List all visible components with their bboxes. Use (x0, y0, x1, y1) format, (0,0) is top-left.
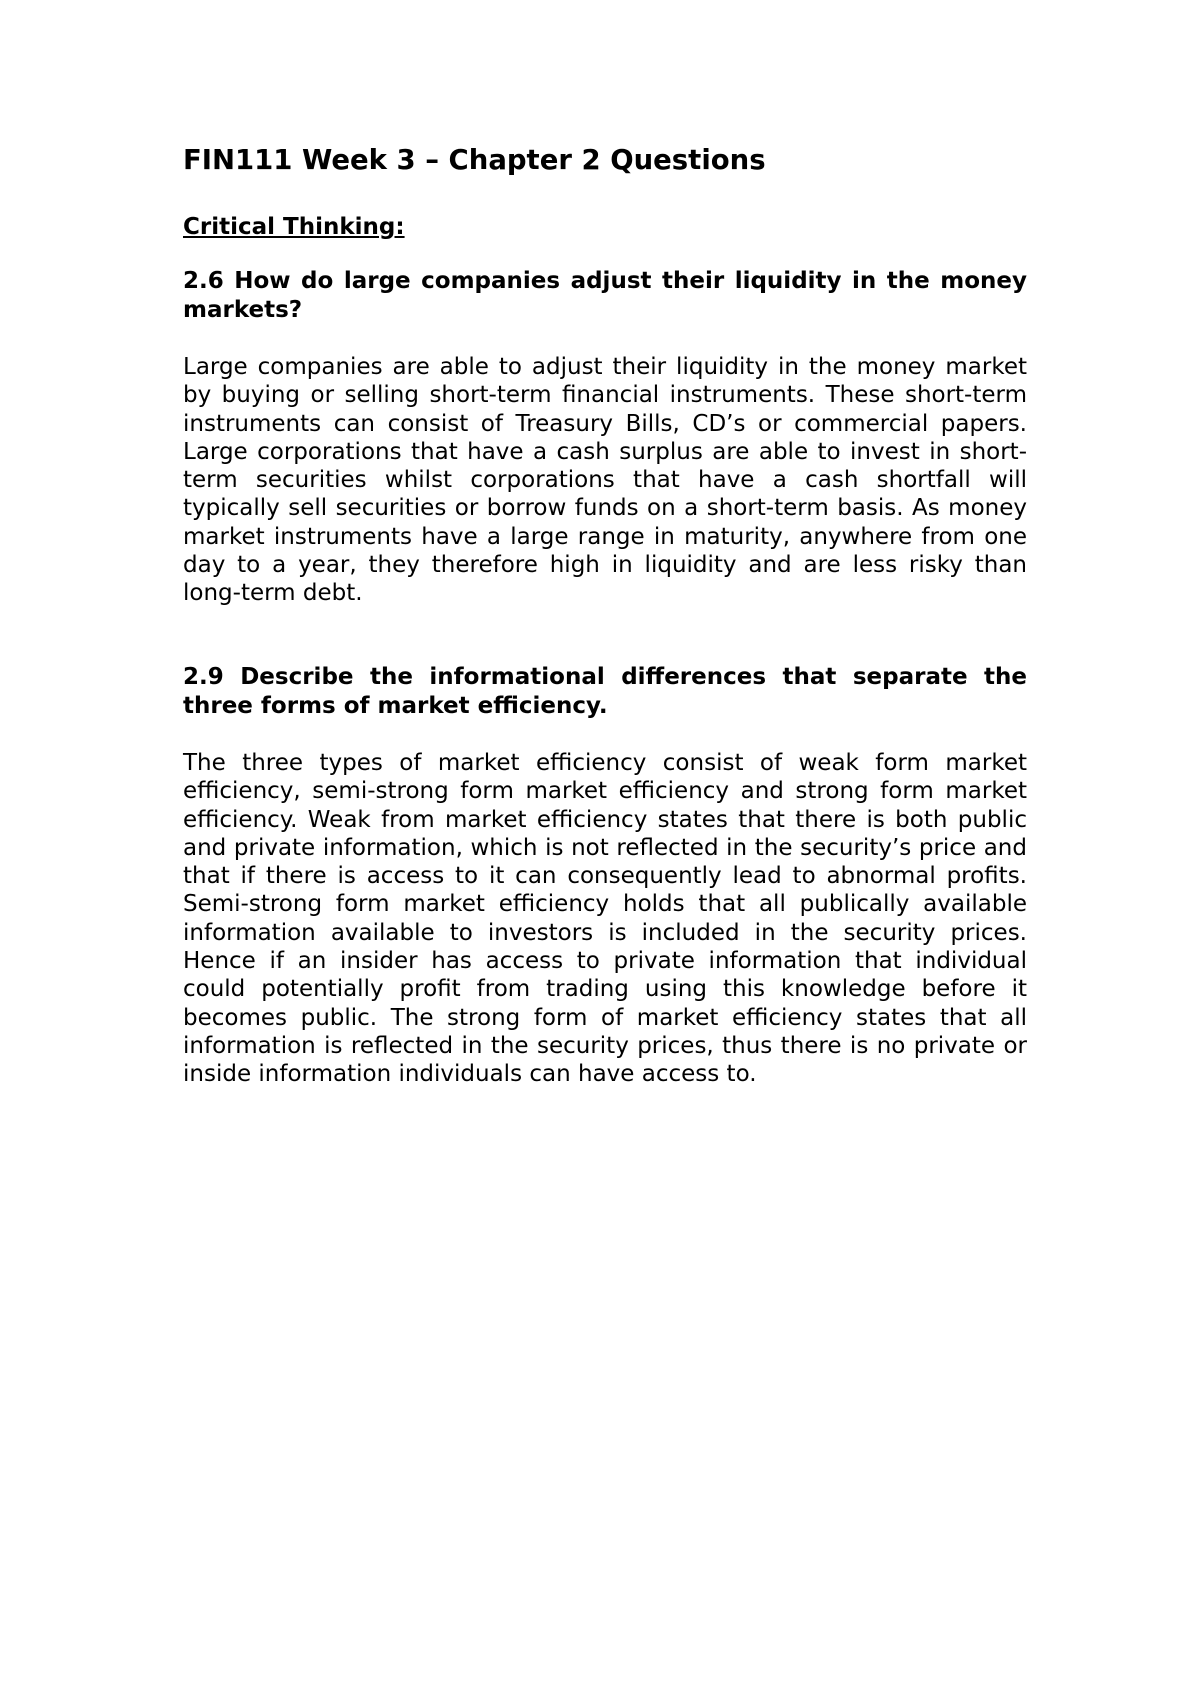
question-2-6: 2.6 How do large companies adjust their liquidity in the money markets? (183, 268, 1027, 323)
section-heading-critical-thinking: Critical Thinking: (183, 214, 405, 240)
answer-2-9: The three types of market efficiency consist of weak form market efficiency, semi-strong form market efficiency and strong form market efficiency. Weak from market efficiency states that there is both public and private information, which is not reflected in the security’s price and that if there is access to it can consequently lead to abnormal profits. Semi-strong form market efficiency holds that all publically available information available to investors is included in the security prices. Hence if an insider has access to private information that individual could potentially profit from trading using this knowledge before it becomes public. The strong form of market efficiency states that all information is reflected in the security prices, thus there is no private or inside information individuals can have access to. (183, 750, 1027, 1088)
document-title: FIN111 Week 3 – Chapter 2 Questions (183, 144, 766, 176)
question-2-9: 2.9 Describe the informational differences that separate the three forms of market efficiency. (183, 664, 1027, 719)
document-page (183, 0, 1027, 1698)
answer-2-6: Large companies are able to adjust their liquidity in the money market by buying or selling short-term financial instruments. These short-term instruments can consist of Treasury Bills, CD’s or commercial papers. Large corporations that have a cash surplus are able to invest in short-term securities whilst corporations that have a cash shortfall will typically sell securities or borrow funds on a short-term basis. As money market instruments have a large range in maturity, anywhere from one day to a year, they therefore high in liquidity and are less risky than long-term debt. (183, 354, 1027, 607)
